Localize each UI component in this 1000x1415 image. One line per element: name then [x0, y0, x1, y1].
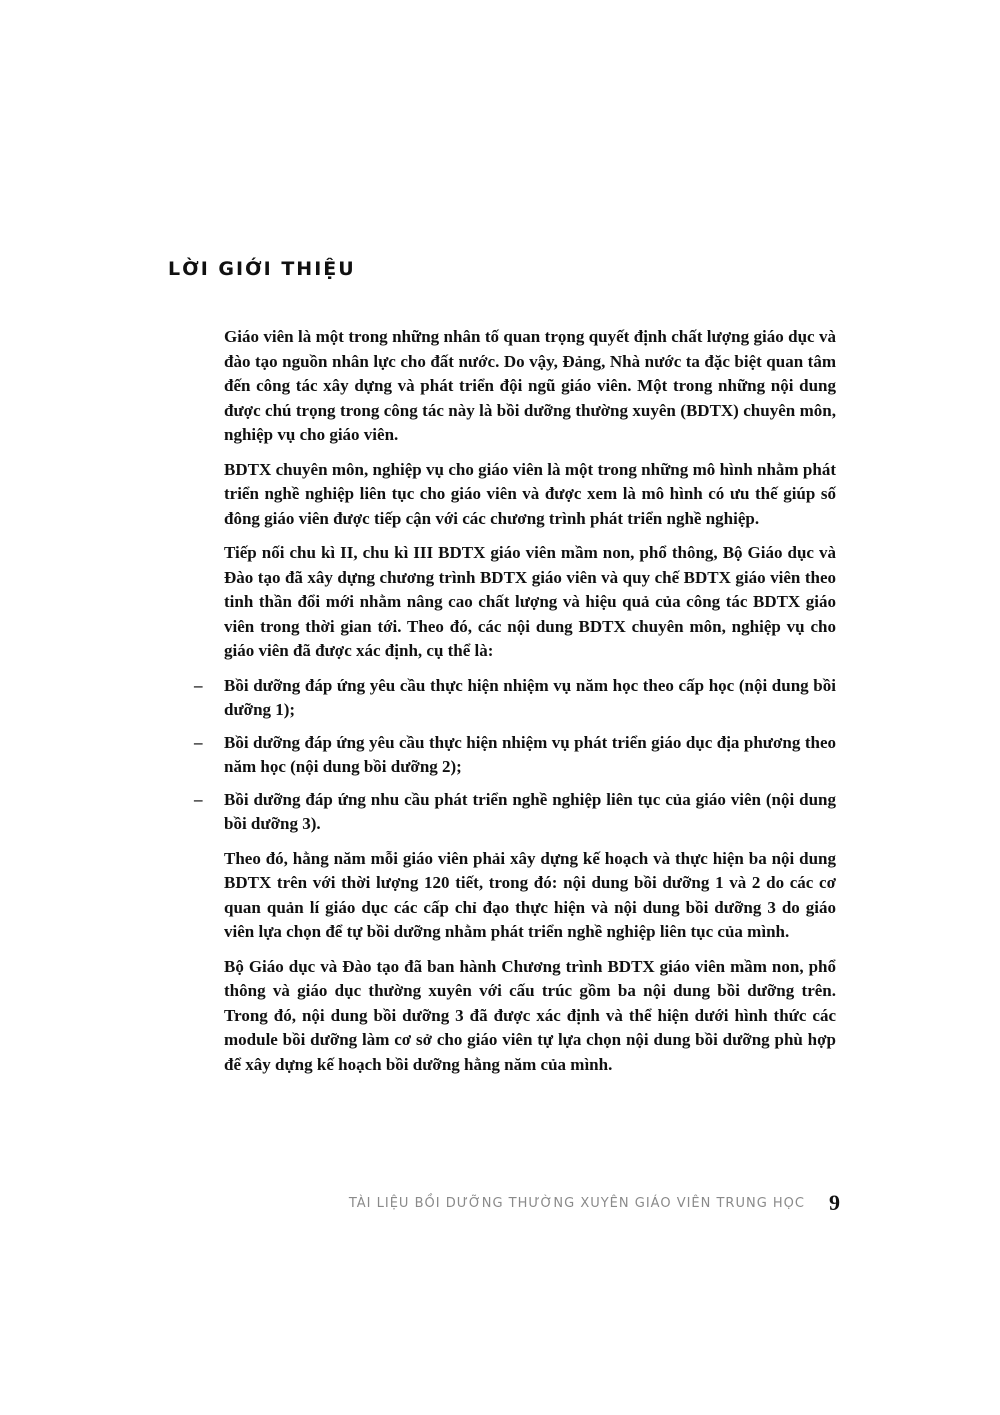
body-text	[194, 325, 836, 1087]
content-list	[194, 674, 836, 837]
paragraph-5: Bộ Giáo dục và Đào tạo đã ban hành Chương trình BDTX giáo viên mầm non, phổ thông và giáo dục thường xuyên với cấu trúc gồm ba nội dung bồi dưỡng trên. Trong đó, nội dung bồi dưỡng 3 đã được xác định và thể hiện dưới hình thức các module bồi dưỡng làm cơ sở cho giáo viên tự lựa chọn nội dung bồi dưỡng phù hợp để xây dựng kế hoạch bồi dưỡng hằng năm của mình.	[224, 956, 836, 1074]
paragraph-4: Theo đó, hằng năm mỗi giáo viên phải xây dựng kế hoạch và thực hiện ba nội dung BDTX trên với thời lượng 120 tiết, trong đó: nội dung bồi dưỡng 1 và 2 do các cơ quan quản lí giáo dục các cấp chỉ đạo thực hiện và nội dung bồi dưỡng 3 do giáo viên lựa chọn để tự bồi dưỡng nhằm phát triển nghề nghiệp liên tục của mình.	[224, 848, 836, 941]
list-item-text: Bồi dưỡng đáp ứng yêu cầu thực hiện nhiệm vụ năm học theo cấp học (nội dung bồi dưỡng 1);	[224, 675, 836, 719]
list-item-text: Bồi dưỡng đáp ứng yêu cầu thực hiện nhiệm vụ phát triển giáo dục địa phương theo năm học (nội dung bồi dưỡng 2);	[224, 732, 836, 776]
list-dash: –	[194, 675, 203, 695]
list-item	[194, 674, 836, 723]
page-heading: LỜI GIỚI THIỆU	[168, 258, 356, 280]
list-item	[194, 731, 836, 780]
list-dash: –	[194, 789, 203, 809]
list-item-text: Bồi dưỡng đáp ứng nhu cầu phát triển nghề nghiệp liên tục của giáo viên (nội dung bồi dưỡng 3).	[224, 789, 836, 833]
list-item	[194, 788, 836, 837]
paragraph-3: Tiếp nối chu kì II, chu kì III BDTX giáo viên mầm non, phổ thông, Bộ Giáo dục và Đào tạo đã xây dựng chương trình BDTX giáo viên và quy chế BDTX giáo viên theo tinh thần đổi mới nhằm nâng cao chất lượng và hiệu quả của công tác BDTX giáo viên trong thời gian tới. Theo đó, các nội dung BDTX chuyên môn, nghiệp vụ cho giáo viên đã được xác định, cụ thể là:	[224, 543, 836, 660]
page-number: 9	[829, 1190, 840, 1215]
paragraph-1: Giáo viên là một trong những nhân tố quan trọng quyết định chất lượng giáo dục và đào tạo nguồn nhân lực cho đất nước. Do vậy, Đảng, Nhà nước ta đặc biệt quan tâm đến công tác xây dựng và phát triển đội ngũ giáo viên. Một trong những nội dung được chú trọng trong công tác này là bồi dưỡng thường xuyên (BDTX) chuyên môn, nghiệp vụ cho giáo viên.	[224, 327, 836, 444]
page-footer	[348, 1188, 840, 1218]
paragraph-2: BDTX chuyên môn, nghiệp vụ cho giáo viên là một trong những mô hình nhằm phát triển nghề nghiệp liên tục cho giáo viên và được xem là mô hình có ưu thế giúp số đông giáo viên được tiếp cận với các chương trình phát triển nghề nghiệp.	[224, 459, 836, 528]
running-title: TÀI LIỆU BỒI DƯỠNG THƯỜNG XUYÊN GIÁO VIÊN TRUNG HỌC	[348, 1195, 805, 1211]
list-dash: –	[194, 732, 203, 752]
